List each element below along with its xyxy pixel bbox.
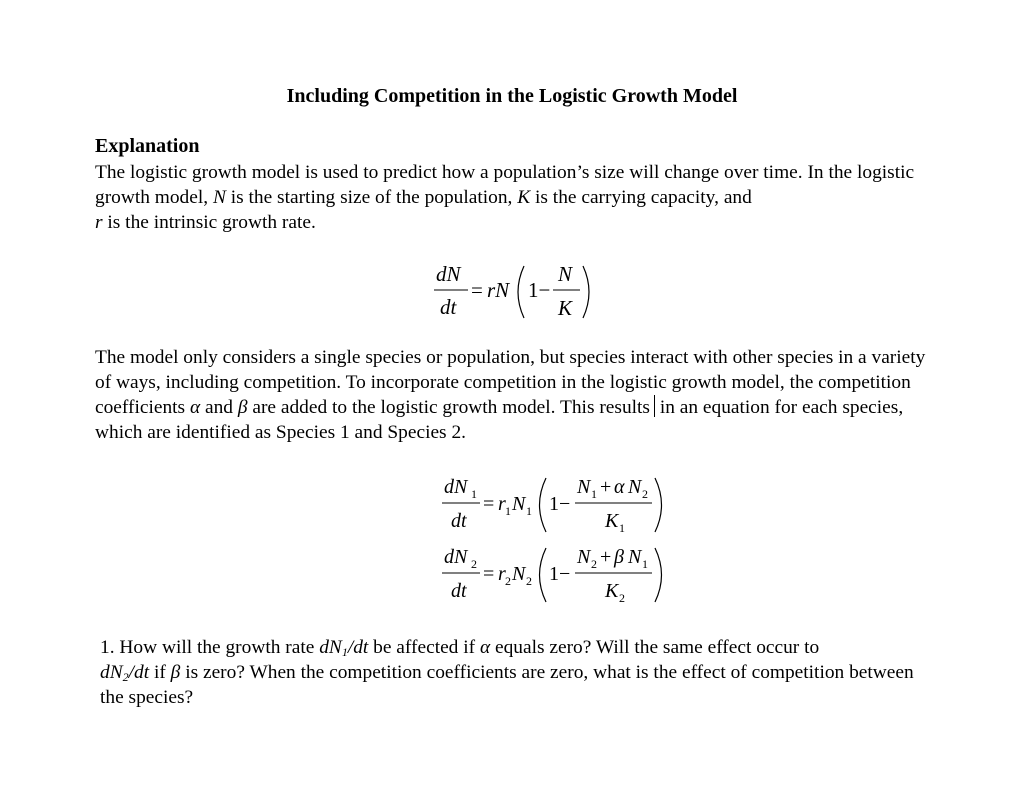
eq2-f-n1-sub: 1	[591, 487, 597, 501]
species2-equation	[430, 542, 680, 615]
beta-symbol: β	[237, 397, 248, 418]
eq1-inner-numerator: N	[558, 262, 573, 286]
eq2-r-sub: 1	[505, 504, 511, 518]
eq1-left-paren	[518, 266, 524, 318]
eq2-numerator-sub: 1	[471, 487, 477, 501]
eq2-r: r	[498, 493, 506, 515]
text-run: be affected if	[368, 637, 480, 658]
eq3-r: r	[498, 563, 506, 585]
text-run: The logistic growth model is used to predict how a population’s size will change over time. In the logistic growth model,	[95, 162, 915, 208]
section-heading: Explanation	[95, 135, 200, 157]
text-run: if	[149, 662, 171, 683]
rate-species1-sub: 1	[341, 645, 348, 659]
eq3-numerator: dN	[444, 546, 468, 568]
alpha-symbol: α	[189, 397, 201, 418]
eq2-f-n2: N	[628, 476, 642, 498]
eq3-n-sub: 2	[526, 574, 532, 588]
species2-equation-svg	[430, 542, 680, 610]
rate-species1	[319, 637, 368, 658]
eq1-numerator: dN	[436, 262, 461, 286]
eq2-n-sub: 1	[526, 504, 532, 518]
var-n: N	[212, 187, 226, 208]
var-r: r	[95, 212, 103, 233]
text-run: is zero? When the competition coefficients are zero, what is the effect of competition between the species?	[100, 662, 914, 708]
eq2-plus: +	[600, 476, 612, 498]
text-run: in an equation for each species, which are identified as Species 1 and Species 2.	[95, 397, 904, 443]
eq3-f-k: K	[605, 580, 619, 602]
eq3-numerator-sub: 2	[471, 557, 477, 571]
eq3-f-k-sub: 2	[619, 591, 625, 605]
text-run: is the carrying capacity, and	[530, 187, 752, 208]
logistic-equation-svg	[420, 258, 620, 328]
eq2-f-n2-sub: 2	[642, 487, 648, 501]
rate-species1-num: dN	[319, 637, 342, 658]
text-run: equals zero? Will the same effect occur to	[490, 637, 820, 658]
eq2-right-paren	[655, 478, 662, 532]
eq3-f-n1-sub: 2	[591, 557, 597, 571]
eq1-right-paren	[583, 266, 589, 318]
eq2-left-paren	[540, 478, 547, 532]
eq3-r-sub: 2	[505, 574, 511, 588]
eq2-alpha: α	[614, 476, 625, 498]
eq3-plus: +	[600, 546, 612, 568]
eq1-rn: rN	[487, 278, 510, 302]
eq3-beta: β	[614, 546, 624, 568]
eq2-denominator: dt	[451, 510, 467, 532]
beta-symbol: β	[170, 662, 181, 683]
eq3-f-n1: N	[577, 546, 591, 568]
eq3-one-minus: 1−	[549, 563, 571, 585]
text-run: is the starting size of the population,	[225, 187, 518, 208]
eq2-n: N	[512, 493, 526, 515]
eq2-numerator: dN	[444, 476, 468, 498]
alpha-symbol: α	[479, 637, 491, 658]
eq1-one-minus: 1−	[528, 278, 551, 302]
text-run: is the intrinsic growth rate.	[102, 212, 316, 233]
eq2-f-n1: N	[577, 476, 591, 498]
text-run: The model only considers a single species or population, but species interact with other species in a variety of ways, including competition. To incorporate competition in the logistic growth model, the competition coefficients	[95, 347, 926, 418]
eq3-n: N	[512, 563, 526, 585]
rate-species1-den: /dt	[347, 637, 369, 658]
text-run: are added to the logistic growth model. This results	[247, 397, 650, 418]
var-k: K	[517, 187, 531, 208]
eq2-one-minus: 1−	[549, 493, 571, 515]
eq3-f-n2: N	[628, 546, 642, 568]
eq2-equals: =	[483, 493, 495, 515]
question-1	[100, 635, 940, 710]
intro-paragraph	[95, 160, 935, 235]
eq1-inner-denominator: K	[558, 296, 573, 320]
text-run: and	[200, 397, 238, 418]
eq1-equals: =	[471, 278, 483, 302]
rate-species2-sub: 2	[122, 670, 129, 684]
rate-species2	[100, 662, 149, 683]
eq3-right-paren	[655, 548, 662, 602]
rate-species2-num: dN	[100, 662, 123, 683]
species1-equation-svg	[430, 472, 680, 540]
rate-species2-den: /dt	[128, 662, 150, 683]
eq3-equals: =	[483, 563, 495, 585]
text-run: 1. How will the growth rate	[100, 637, 320, 658]
eq2-f-k: K	[605, 510, 619, 532]
competition-paragraph	[95, 345, 935, 445]
eq3-left-paren	[540, 548, 547, 602]
page-title: Including Competition in the Logistic Growth Model	[286, 85, 738, 107]
eq2-f-k-sub: 1	[619, 521, 625, 535]
logistic-equation	[420, 258, 620, 333]
species1-equation	[430, 472, 680, 545]
eq1-denominator: dt	[440, 295, 457, 319]
eq3-f-n2-sub: 1	[642, 557, 648, 571]
eq3-denominator: dt	[451, 580, 467, 602]
